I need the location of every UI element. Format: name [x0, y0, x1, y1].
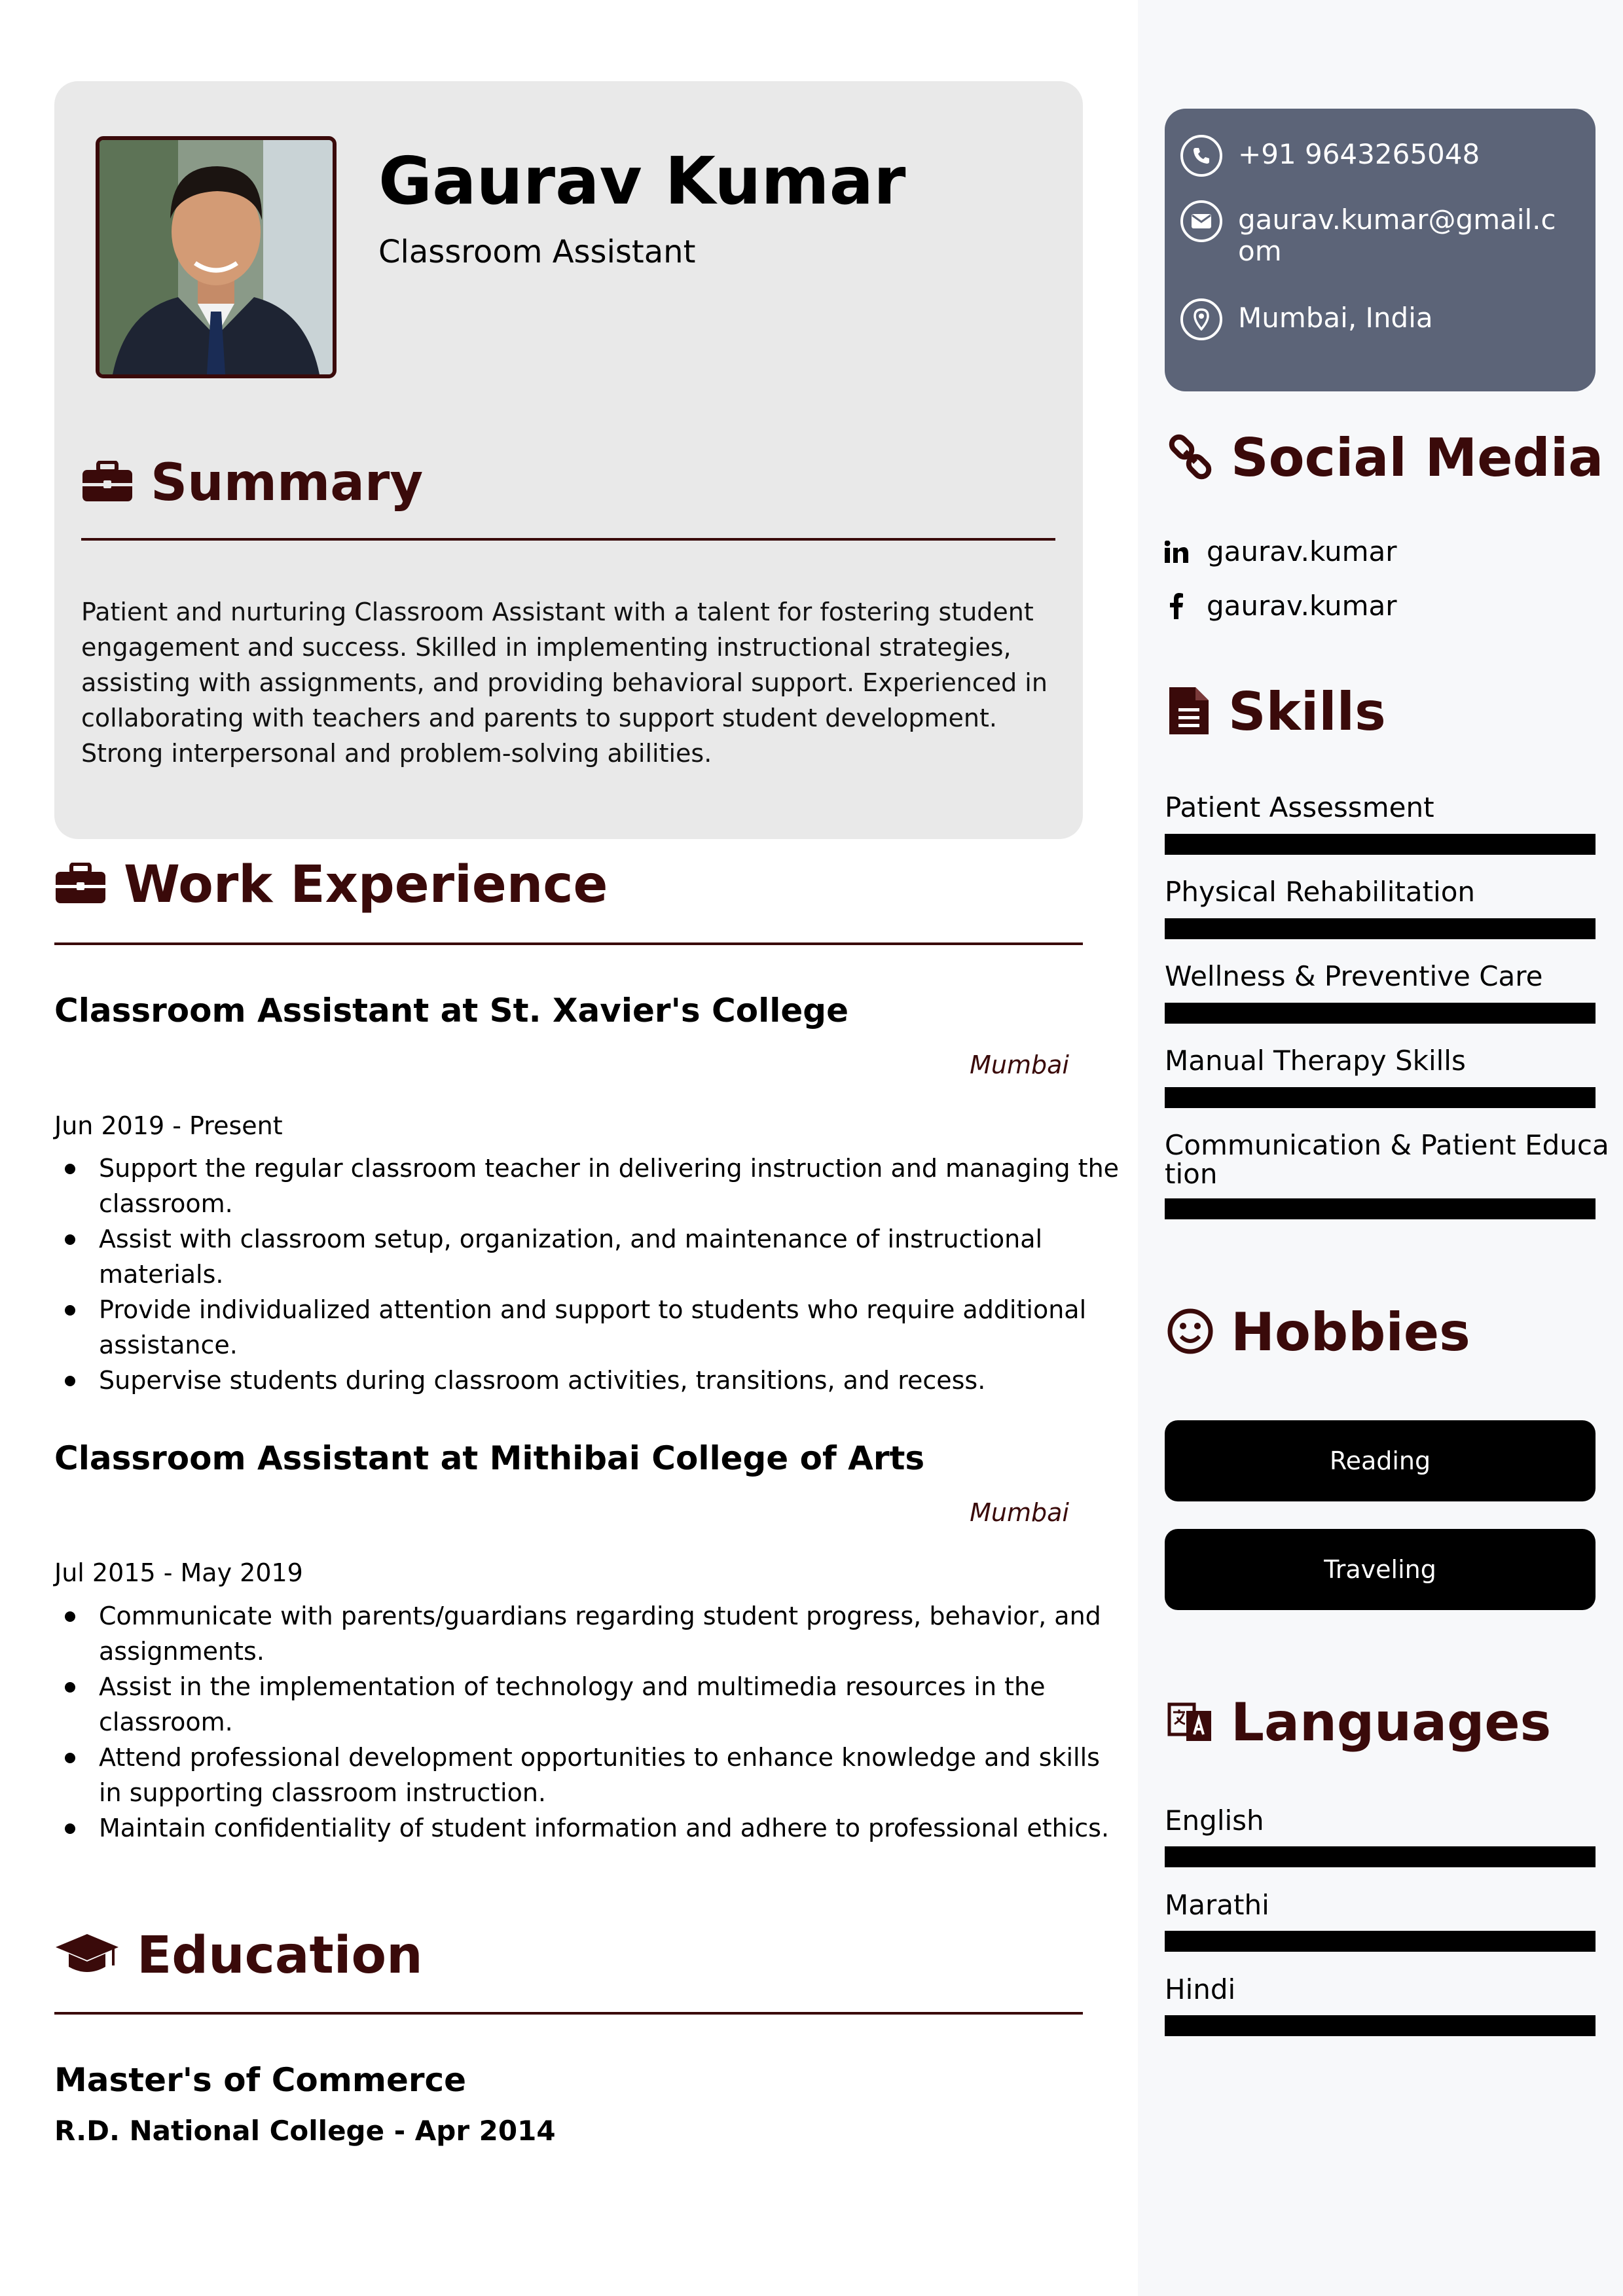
list-item: Supervise students during classroom activities, transitions, and recess.	[99, 1363, 1120, 1398]
facebook-icon	[1165, 593, 1188, 619]
language-level-fill	[1165, 2015, 1596, 2036]
graduation-cap-icon	[54, 1931, 120, 1980]
languages-heading-label: Languages	[1231, 1692, 1552, 1753]
skill-level-bar	[1165, 1003, 1596, 1024]
languages-heading	[1167, 1690, 1551, 1755]
contact-card	[1165, 109, 1596, 391]
briefcase-icon	[54, 863, 107, 907]
list-item: Communicate with parents/guardians regarding student progress, behavior, and assignments.	[99, 1598, 1120, 1669]
list-item: Maintain confidentiality of student information and adhere to professional ethics.	[99, 1810, 1120, 1846]
candidate-name: Gaurav Kumar	[378, 143, 906, 219]
work-heading-label: Work Experience	[124, 855, 608, 914]
list-item: Support the regular classroom teacher in delivering instruction and managing the classroom.	[99, 1151, 1120, 1221]
language-level-bar	[1165, 1846, 1596, 1867]
education-degree: Master's of Commerce	[54, 2061, 467, 2099]
contact-email: gaurav.kumar@gmail.com	[1180, 200, 1565, 267]
work-divider	[54, 942, 1083, 945]
language-label: Hindi	[1165, 1973, 1236, 2005]
contact-location: Mumbai, India	[1180, 298, 1565, 340]
job-title-1: Classroom Assistant at St. Xavier's College	[54, 992, 848, 1030]
social-heading-label: Social Media	[1231, 427, 1604, 488]
language-level-fill	[1165, 1931, 1596, 1952]
job-dates-1: Jun 2019 - Present	[54, 1111, 283, 1140]
language-level-bar	[1165, 1931, 1596, 1952]
skill-level-bar	[1165, 1198, 1596, 1219]
skill-level-fill	[1165, 1198, 1596, 1219]
summary-heading-label: Summary	[151, 454, 424, 512]
document-icon	[1167, 685, 1211, 740]
education-school: R.D. National College - Apr 2014	[54, 2115, 556, 2147]
hobbies-heading	[1167, 1300, 1470, 1365]
summary-heading	[81, 450, 423, 516]
social-linkedin[interactable]	[1165, 533, 1397, 570]
skill-level-fill	[1165, 918, 1596, 939]
education-heading-label: Education	[137, 1926, 423, 1985]
skill-label: Wellness & Preventive Care	[1165, 960, 1543, 992]
list-item: Assist with classroom setup, organization, and maintenance of instructional materials.	[99, 1221, 1120, 1292]
list-item: Provide individualized attention and support to students who require additional assistance.	[99, 1292, 1120, 1363]
language-label: English	[1165, 1804, 1264, 1837]
job-dates-2: Jul 2015 - May 2019	[54, 1558, 303, 1587]
list-item: Attend professional development opportunities to enhance knowledge and skills in supporting classroom instruction.	[99, 1740, 1120, 1810]
skill-label: Patient Assessment	[1165, 791, 1434, 823]
skill-level-bar	[1165, 1087, 1596, 1108]
smiley-icon	[1167, 1308, 1214, 1357]
language-level-bar	[1165, 2015, 1596, 2036]
linkedin-icon	[1165, 541, 1188, 563]
candidate-title: Classroom Assistant	[378, 234, 696, 270]
link-icon	[1167, 433, 1214, 483]
phone-icon	[1180, 135, 1222, 177]
briefcase-icon	[81, 461, 134, 505]
skill-level-fill	[1165, 1087, 1596, 1108]
list-item: Assist in the implementation of technology and multimedia resources in the classroom.	[99, 1669, 1120, 1740]
hobby-badge: Reading	[1165, 1420, 1596, 1501]
skills-heading	[1167, 679, 1386, 745]
skill-label: Physical Rehabilitation	[1165, 876, 1476, 908]
job-title-2: Classroom Assistant at Mithibai College of Arts	[54, 1439, 925, 1477]
language-label: Marathi	[1165, 1889, 1269, 1921]
work-heading	[54, 852, 608, 918]
linkedin-handle: gaurav.kumar	[1207, 535, 1397, 567]
summary-divider	[81, 538, 1055, 541]
job-bullets-1	[54, 1151, 1120, 1398]
job-location-2: Mumbai	[970, 1498, 1069, 1527]
social-facebook[interactable]	[1165, 588, 1397, 624]
skill-label: Communication & Patient Education	[1165, 1129, 1609, 1190]
social-heading	[1167, 425, 1603, 491]
job-location-1: Mumbai	[970, 1050, 1069, 1079]
map-pin-icon	[1180, 298, 1222, 340]
skill-level-fill	[1165, 834, 1596, 855]
translate-icon	[1167, 1698, 1214, 1748]
contact-phone: +91 9643265048	[1180, 135, 1565, 177]
skill-label: Manual Therapy Skills	[1165, 1045, 1466, 1077]
language-level-fill	[1165, 1846, 1596, 1867]
skill-level-bar	[1165, 834, 1596, 855]
profile-photo	[96, 136, 337, 378]
summary-text: Patient and nurturing Classroom Assistant with a talent for fostering student engagement and success. Skilled in implementing instructional strategies, assisting with assignments, and providing behavioral support. Experienced in collaborating with teachers and parents to support student development. Strong interpersonal and problem-solving abilities.	[81, 598, 1048, 768]
envelope-icon	[1180, 200, 1222, 242]
education-divider	[54, 2012, 1083, 2015]
skills-heading-label: Skills	[1228, 681, 1386, 742]
job-bullets-2	[54, 1598, 1120, 1846]
facebook-handle: gaurav.kumar	[1207, 590, 1397, 622]
hobby-badge: Traveling	[1165, 1529, 1596, 1610]
skill-level-bar	[1165, 918, 1596, 939]
education-heading	[54, 1923, 423, 1988]
hobbies-heading-label: Hobbies	[1231, 1302, 1470, 1363]
skill-level-fill	[1165, 1003, 1596, 1024]
